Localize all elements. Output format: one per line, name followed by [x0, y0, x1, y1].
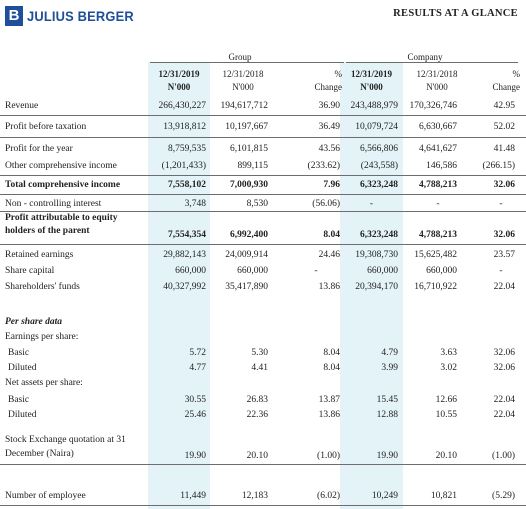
row-divider [0, 115, 526, 116]
cell: 8.04 [323, 363, 340, 373]
row-label: Profit before taxation [5, 122, 87, 132]
cell: 16,710,922 [414, 282, 457, 292]
row-label: Profit attributable to equity [5, 213, 118, 223]
page-title: RESULTS AT A GLANCE [393, 8, 518, 19]
row-label: Non - controlling interest [5, 199, 102, 209]
cell: 15.45 [376, 395, 398, 405]
cell: 32.06 [493, 230, 515, 240]
cell: 40,327,992 [163, 282, 206, 292]
cell: 5.72 [189, 348, 206, 358]
cell: 13.87 [318, 395, 340, 405]
cell: - [436, 199, 440, 209]
c2-date: 12/31/2018 [416, 69, 458, 79]
cell: 36.49 [318, 122, 340, 132]
cell: 22.04 [493, 282, 515, 292]
cell: 4,788,213 [419, 180, 457, 190]
cell: 22.04 [493, 410, 515, 420]
row-divider [0, 211, 526, 212]
cell: 6,992,400 [230, 230, 268, 240]
cell: - [369, 199, 374, 209]
cell: 146,586 [426, 161, 457, 171]
cell: 23.57 [493, 250, 515, 260]
cell: 13.86 [318, 410, 340, 420]
row-label: Stock Exchange quotation at 31 [5, 435, 126, 445]
cell: 19.90 [376, 451, 398, 461]
c3-label: Change [492, 82, 520, 92]
g2-date: 12/31/2018 [222, 69, 264, 79]
company-logo-icon: B [5, 6, 23, 26]
cell: 24.46 [318, 250, 340, 260]
g1-date: 12/31/2019 [158, 69, 200, 79]
cell: 10,821 [430, 491, 457, 501]
cell: 3,748 [184, 199, 206, 209]
cell: 6,323,248 [360, 230, 398, 240]
cell: 32.06 [493, 363, 515, 373]
cell: 660,000 [367, 266, 398, 276]
company-header-rule [346, 62, 518, 63]
cell: 10.55 [435, 410, 457, 420]
cell: 13,918,812 [163, 122, 206, 132]
eps-label: Earnings per share: [5, 332, 79, 342]
cell: 8.04 [323, 348, 340, 358]
row-divider [0, 464, 526, 465]
cell: 3.99 [381, 363, 398, 373]
row-divider [0, 244, 526, 245]
cell: 266,430,227 [158, 101, 206, 111]
nav-label: Net assets per share: [5, 378, 83, 388]
row-label: Share capital [5, 266, 55, 276]
row-label: December (Naira) [5, 449, 74, 459]
cell: 24,009,914 [225, 250, 268, 260]
cell: 12,183 [241, 491, 268, 501]
cell: 4.79 [381, 348, 398, 358]
cell: 6,566,806 [360, 144, 398, 154]
cell: - [314, 266, 318, 276]
cell: 52.02 [493, 122, 515, 132]
cell: 4.41 [251, 363, 268, 373]
row-label: holders of the parent [5, 226, 90, 236]
c2-unit: N'000 [426, 82, 448, 92]
row-label: Total comprehensive income [5, 180, 121, 190]
cell: 20,394,170 [355, 282, 398, 292]
cell: 4,641,627 [419, 144, 457, 154]
cell: (266.15) [482, 161, 515, 171]
row-label: Basic [8, 395, 30, 405]
row-divider [0, 175, 526, 176]
cell: 11,449 [180, 491, 206, 501]
cell: 660,000 [237, 266, 268, 276]
cell: 7,000,930 [230, 180, 268, 190]
cell: 30.55 [184, 395, 206, 405]
cell: 7,558,102 [168, 180, 206, 190]
cell: 7.96 [323, 180, 340, 190]
row-divider [0, 137, 526, 138]
cell: (1.00) [492, 451, 515, 461]
cell: 19,308,730 [355, 250, 398, 260]
cell: 19.90 [184, 451, 206, 461]
cell: 10,249 [371, 491, 398, 501]
row-divider [0, 194, 526, 195]
cell: 7,554,354 [168, 230, 206, 240]
row-label: Basic [8, 348, 30, 358]
cell: (6.02) [317, 491, 340, 501]
c1-date: 12/31/2019 [350, 69, 392, 79]
row-label: Profit for the year [5, 144, 73, 154]
row-label: Other comprehensive income [5, 161, 117, 171]
g3-pct: % [334, 69, 342, 79]
group-header-rule [150, 62, 344, 63]
c1-unit: N'000 [360, 82, 383, 92]
cell: - [499, 199, 503, 209]
row-label: Shareholders' funds [5, 282, 80, 292]
cell: 41.48 [493, 144, 515, 154]
row-divider [0, 505, 526, 506]
cell: 4.77 [189, 363, 206, 373]
row-label: Revenue [5, 101, 39, 111]
cell: 8,759,535 [168, 144, 206, 154]
cell: 3.63 [440, 348, 457, 358]
cell: 899,115 [237, 161, 268, 171]
cell: 660,000 [426, 266, 457, 276]
c3-pct: % [512, 69, 520, 79]
cell: 10,079,724 [355, 122, 398, 132]
cell: - [499, 266, 503, 276]
cell: 26.83 [246, 395, 268, 405]
cell: 20.10 [246, 451, 268, 461]
cell: 5.30 [251, 348, 268, 358]
cell: 36.90 [318, 101, 340, 111]
cell: (1,201,433) [161, 161, 206, 171]
cell: (5.29) [492, 491, 515, 501]
cell: 4,788,213 [419, 230, 457, 240]
company-header: Company [407, 52, 443, 62]
cell: 3.02 [440, 363, 457, 373]
cell: (233.62) [307, 161, 340, 171]
g2-unit: N'000 [232, 82, 254, 92]
cell: 660,000 [175, 266, 206, 276]
cell: (56.06) [312, 199, 340, 209]
cell: 20.10 [435, 451, 457, 461]
cell: 35,417,890 [225, 282, 268, 292]
cell: 15,625,482 [414, 250, 457, 260]
row-label: Number of employee [5, 491, 86, 501]
cell: 12.88 [376, 410, 398, 420]
cell: 6,323,248 [360, 180, 398, 190]
row-label: Retained earnings [5, 250, 74, 260]
cell: 6,101,815 [230, 144, 268, 154]
per-share-title: Per share data [5, 317, 62, 327]
cell: 32.06 [493, 180, 515, 190]
cell: 6,630,667 [419, 122, 457, 132]
cell: 243,488,979 [350, 101, 398, 111]
cell: 22.04 [493, 395, 515, 405]
row-label: Diluted [8, 363, 37, 373]
cell: 13.86 [318, 282, 340, 292]
cell: 43.56 [318, 144, 340, 154]
cell: 12.66 [435, 395, 457, 405]
cell: 22.36 [246, 410, 268, 420]
cell: 10,197,667 [225, 122, 268, 132]
cell: 29,882,143 [163, 250, 206, 260]
cell: 170,326,746 [409, 101, 457, 111]
cell: (243,558) [360, 161, 398, 171]
company-name: JULIUS BERGER [27, 8, 134, 24]
cell: (1.00) [317, 451, 340, 461]
group-header: Group [228, 52, 252, 62]
cell: 8,530 [246, 199, 268, 209]
cell: 25.46 [184, 410, 206, 420]
g3-label: Change [314, 82, 342, 92]
cell: 194,617,712 [220, 101, 268, 111]
cell: 42.95 [493, 101, 515, 111]
cell: 8.04 [323, 230, 340, 240]
cell: 32.06 [493, 348, 515, 358]
g1-unit: N'000 [167, 82, 191, 92]
row-label: Diluted [8, 410, 37, 420]
